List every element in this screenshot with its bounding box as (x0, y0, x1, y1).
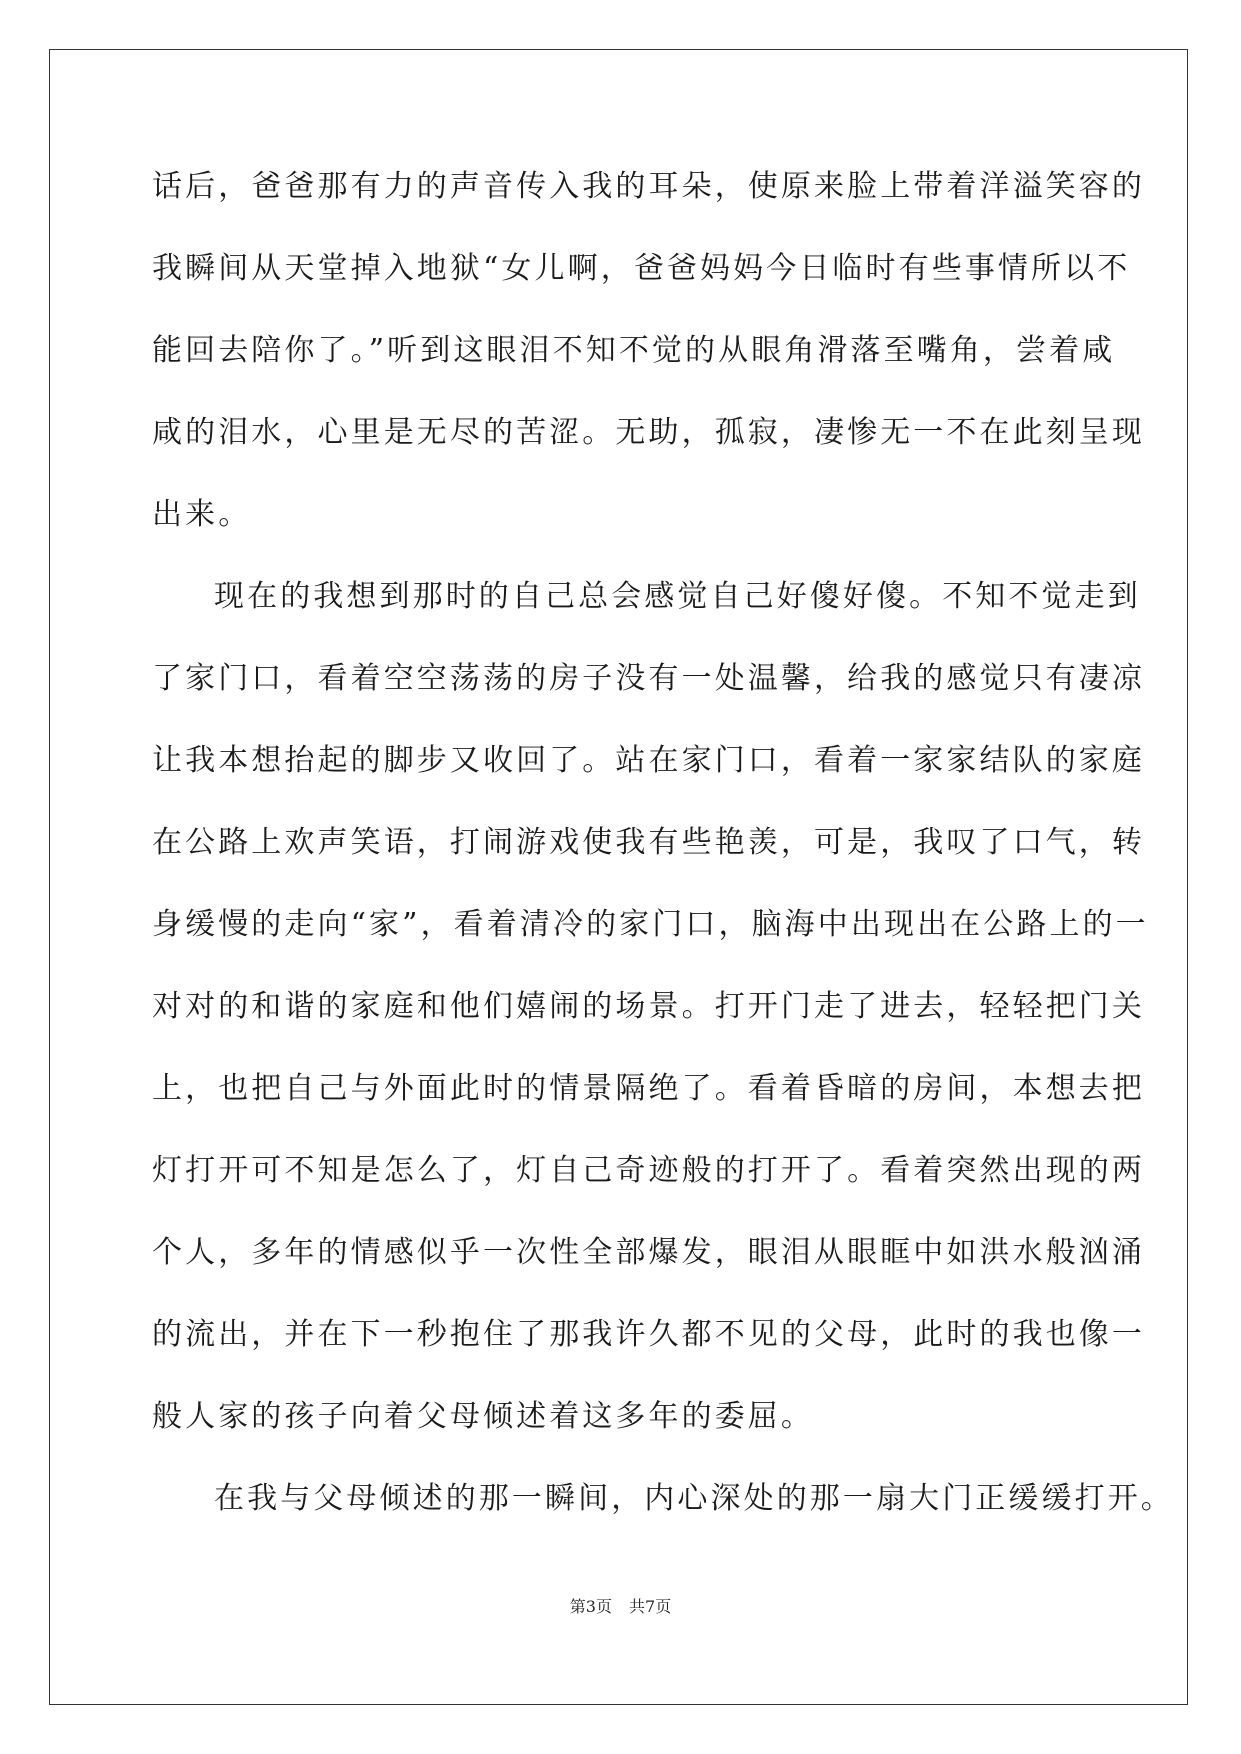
text-line: 在公路上欢声笑语，打闹游戏使我有些艳羡，可是，我叹了口气，转 (152, 825, 1145, 860)
page-number-current: 第3页 (569, 1597, 612, 1616)
text-line: 我瞬间从天堂掉入地狱“女儿啊，爸爸妈妈今日临时有些事情所以不 (152, 251, 1131, 286)
text-line: 能回去陪你了。”听到这眼泪不知不觉的从眼角滑落至嘴角，尝着咸 (152, 333, 1116, 368)
text-line: 现在的我想到那时的自己总会感觉自己好傻好傻。不知不觉走到 (214, 579, 1141, 614)
text-line: 身缓慢的走向“家”，看着清冷的家门口，脑海中出现出在公路上的一 (152, 907, 1149, 942)
text-line: 在我与父母倾述的那一瞬间，内心深处的那一扇大门正缓缓打开。 (214, 1481, 1174, 1516)
page-number-total: 共7页 (629, 1597, 672, 1616)
text-line: 对对的和谐的家庭和他们嬉闹的场景。打开门走了进去，轻轻把门关 (152, 989, 1145, 1024)
text-line: 了家门口，看着空空荡荡的房子没有一处温馨，给我的感觉只有凄凉 (152, 661, 1145, 696)
text-line: 的流出，并在下一秒抱住了那我许久都不见的父母，此时的我也像一 (152, 1317, 1145, 1352)
document-body (152, 146, 1174, 1540)
text-line: 般人家的孩子向着父母倾述着这多年的委屈。 (152, 1399, 814, 1434)
text-line: 灯打开可不知是怎么了，灯自己奇迹般的打开了。看着突然出现的两 (152, 1153, 1145, 1188)
page-footer (0, 1594, 1241, 1617)
text-line: 话后，爸爸那有力的声音传入我的耳朵，使原来脸上带着洋溢笑容的 (152, 169, 1145, 204)
text-line: 个人，多年的情感似乎一次性全部爆发，眼泪从眼眶中如洪水般汹涌 (152, 1235, 1145, 1270)
text-line: 上，也把自己与外面此时的情景隔绝了。看着昏暗的房间，本想去把 (152, 1071, 1145, 1106)
text-line: 让我本想抬起的脚步又收回了。站在家门口，看着一家家结队的家庭 (152, 743, 1145, 778)
text-line: 出来。 (152, 497, 252, 532)
text-line: 咸的泪水，心里是无尽的苦涩。无助，孤寂，凄惨无一不在此刻呈现 (152, 415, 1145, 450)
